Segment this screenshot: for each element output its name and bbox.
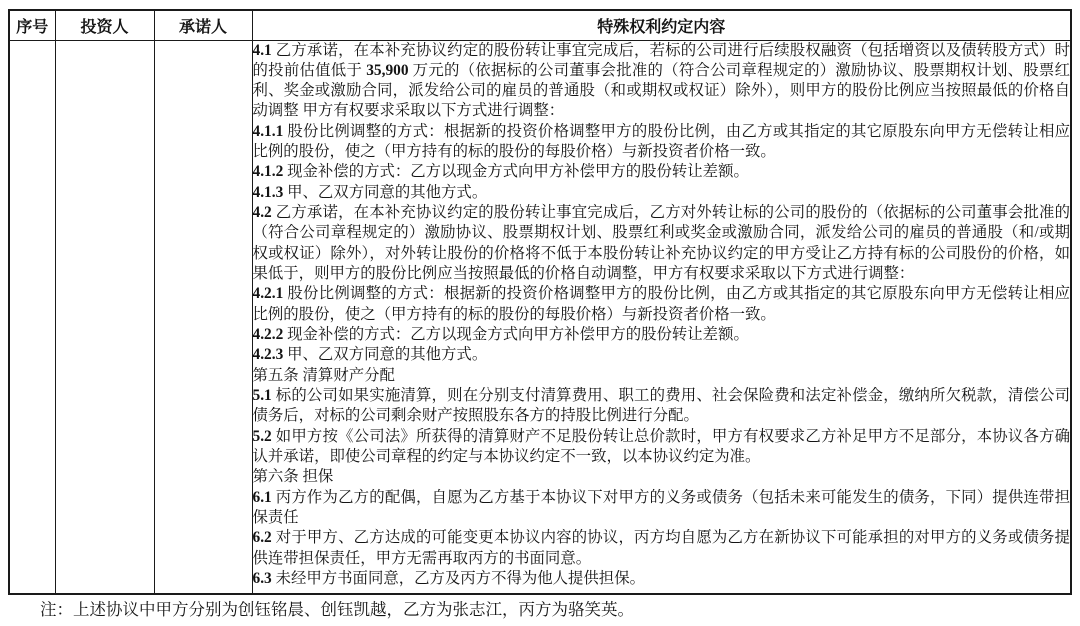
table-row (9, 40, 1071, 594)
cell-investor (55, 40, 154, 594)
content-paragraph: 6.3 未经甲方书面同意，乙方及丙方不得为他人提供担保。 (252, 570, 645, 588)
header-row (9, 10, 1071, 40)
content-paragraph: 第五条 清算财产分配 (252, 366, 395, 384)
content-paragraph: 4.2.2 现金补偿的方式：乙方以现金方式向甲方补偿甲方的股份转让差额。 (252, 326, 749, 344)
cell-special-rights (252, 40, 1071, 594)
content-paragraph: 6.2 对于甲方、乙方达成的可能变更本协议内容的协议，丙方均自愿为乙方在新协议下可能承担的对甲方的义务或债务提供连带担保责任，甲方无需再取丙方的书面同意。 (252, 529, 1070, 567)
footnote: 注：上述协议中甲方分别为创钰铭晨、创钰凯越，乙方为张志江，丙方为骆笑英。 (40, 600, 634, 619)
special-rights-table (8, 9, 1072, 595)
content-paragraph: 4.1.1 股份比例调整的方式：根据新的投资价格调整甲方的股份比例，由乙方或其指定的其它原股东向甲方无偿转让相应比例的股份，使之（甲方持有的标的股份的每股价格）与新投资者价格一致。 (252, 122, 1070, 161)
content-paragraph: 4.1.2 现金补偿的方式：乙方以现金方式向甲方补偿甲方的股份转让差额。 (252, 163, 749, 181)
col-header-investor: 投资人 (55, 10, 154, 40)
cell-serial (9, 40, 55, 594)
content-paragraph: 4.1.3 甲、乙双方同意的其他方式。 (252, 183, 488, 201)
content-paragraph: 4.2.3 甲、乙双方同意的其他方式。 (252, 346, 488, 364)
content-paragraph: 5.2 如甲方按《公司法》所获得的清算财产不足股份转让总价款时，甲方有权要求乙方补足甲方不足部分，本协议各方确认并承诺，即使公司章程的约定与本协议约定不一致，以本协议约定为准。 (252, 427, 1070, 466)
content-paragraph: 第六条 担保 (252, 468, 334, 486)
content-paragraph: 6.1 丙方作为乙方的配偶，自愿为乙方基于本协议下对甲方的义务或债务（包括未来可能发生的债务，下同）提供连带担保责任 (252, 488, 1070, 527)
content-paragraph: 4.2.1 股份比例调整的方式：根据新的投资价格调整甲方的股份比例，由乙方或其指定的其它原股东向甲方无偿转让相应比例的股份，使之（甲方持有的标的股份的每股价格）与新投资者价格一致。 (252, 285, 1070, 323)
special-rights-content (253, 41, 1071, 590)
content-paragraph: 4.1 乙方承诺，在本补充协议约定的股份转让事宜完成后，若标的公司进行后续股权融资（包括增资以及债转股方式）时的投前估值低于 35,900 万元的（依据标的公司董事会批准的（符合公司章程规定的）激励协议、股票期权计划、股票红利、奖金或激励合同，派发给公司的雇员的普通股（和或期权或权证）除外），则甲方的股份比例应当按照最低的价格自动调整 甲方有权要求采取以下方式进行调整： (252, 41, 1070, 120)
content-paragraph: 5.1 标的公司如果实施清算，则在分别支付清算费用、职工的费用、社会保险费和法定补偿金，缴纳所欠税款，清偿公司债务后，对标的公司剩余财产按照股东各方的持股比例进行分配。 (252, 387, 1070, 425)
cell-promisor (154, 40, 252, 594)
col-header-special-rights: 特殊权利约定内容 (252, 10, 1071, 40)
content-paragraph: 4.2 乙方承诺，在本补充协议约定的股份转让事宜完成后，乙方对外转让标的公司的股份的（依据标的公司董事会批准的（符合公司章程规定的）激励协议、股票期权计划、股票红利或奖金或激励合同，派发给公司的雇员的普通股（和/或期权或权证）除外），对外转让股份的价格将不低于本股份转让补充协议约定的甲方受让乙方持有标的公司股份的价格，如果低于，则甲方的股份比例应当按照最低的价格自动调整，甲方有权要求采取以下方式进行调整： (252, 204, 1070, 283)
col-header-promisor: 承诺人 (154, 10, 252, 40)
col-header-serial: 序号 (9, 10, 55, 40)
